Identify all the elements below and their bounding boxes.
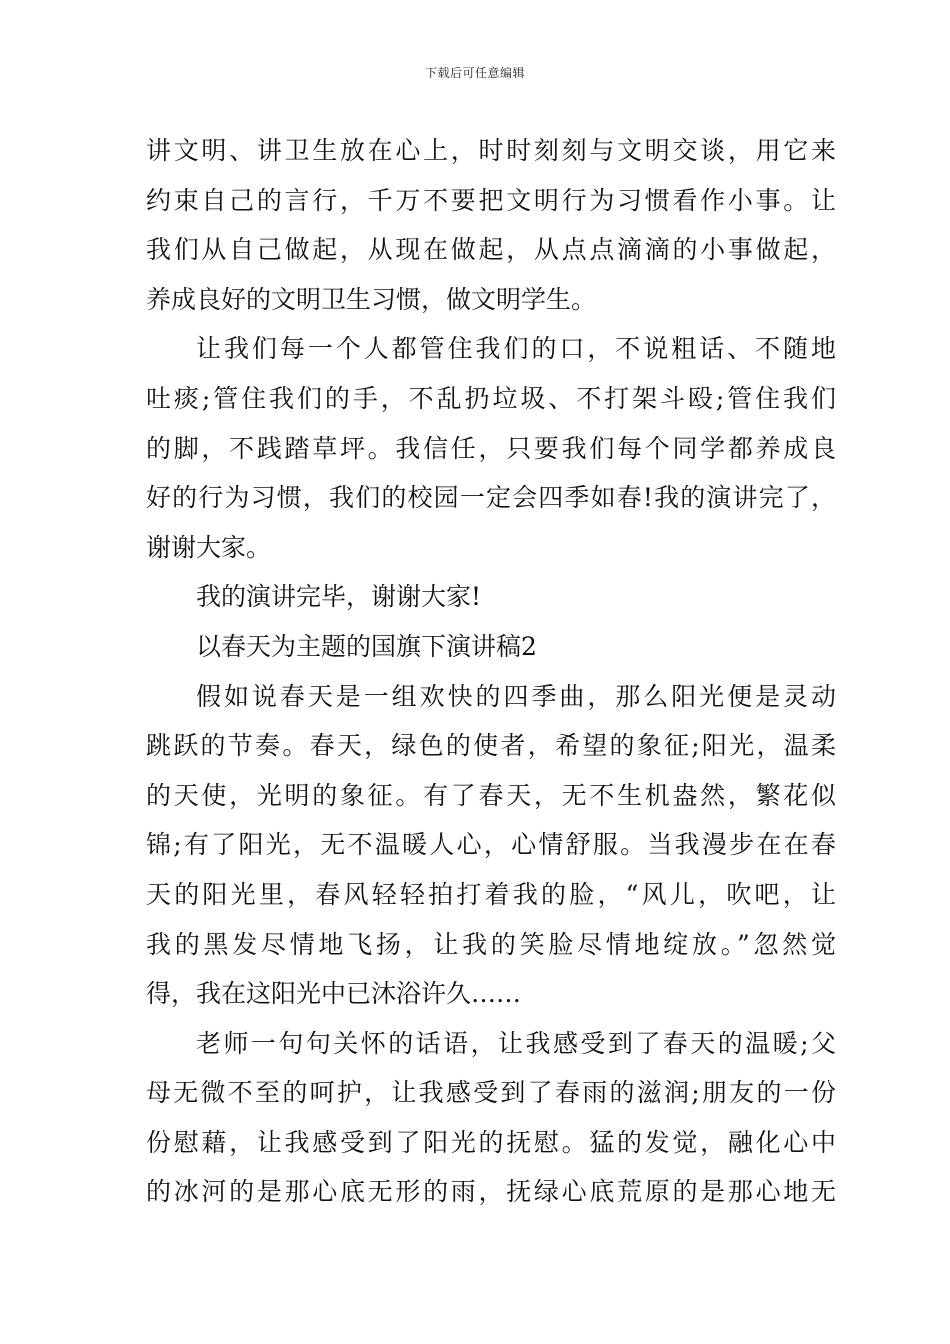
paragraph xyxy=(146,572,836,622)
text-line: 的脚，不践踏草坪。我信任，只要我们每个同学都养成良 xyxy=(146,433,836,463)
text-line: 以春天为主题的国旗下演讲稿2 xyxy=(196,631,537,661)
text-line: 吐痰;管住我们的手，不乱扔垃圾、不打架斗殴;管住我们 xyxy=(146,383,836,413)
text-line: 锦;有了阳光，无不温暖人心，心情舒服。当我漫步在在春 xyxy=(146,830,836,860)
text-line: 养成良好的文明卫生习惯，做文明学生。 xyxy=(146,284,597,314)
text-line: 得，我在这阳光中已沐浴许久…… xyxy=(146,979,522,1009)
text-line: 约束自己的言行，千万不要把文明行为习惯看作小事。让 xyxy=(146,185,836,215)
text-line: 的天使，光明的象征。有了春天，无不生机盎然，繁花似 xyxy=(146,780,836,810)
text-line: 跳跃的节奏。春天，绿色的使者，希望的象征;阳光，温柔 xyxy=(146,731,836,761)
text-line: 好的行为习惯，我们的校园一定会四季如春!我的演讲完了， xyxy=(146,483,836,513)
paragraph xyxy=(146,324,836,572)
text-line: 假如说春天是一组欢快的四季曲，那么阳光便是灵动 xyxy=(196,681,836,711)
section-title xyxy=(146,622,836,672)
paragraph xyxy=(146,126,836,324)
document-body xyxy=(146,126,836,1217)
paragraph xyxy=(146,672,836,1019)
text-line: 我的黑发尽情地飞扬，让我的笑脸尽情地绽放。”忽然觉 xyxy=(146,929,836,959)
text-line: 天的阳光里，春风轻轻拍打着我的脸，“风儿，吹吧，让 xyxy=(146,879,836,909)
text-line: 讲文明、讲卫生放在心上，时时刻刻与文明交谈，用它来 xyxy=(146,136,836,165)
text-line: 份慰藉，让我感受到了阳光的抚慰。猛的发觉，融化心中 xyxy=(146,1127,836,1157)
paragraph xyxy=(146,1019,836,1217)
text-line: 老师一句句关怀的话语，让我感受到了春天的温暖;父 xyxy=(196,1028,836,1058)
text-line: 我的演讲完毕，谢谢大家! xyxy=(196,582,482,612)
text-line: 我们从自己做起，从现在做起，从点点滴滴的小事做起， xyxy=(146,235,836,265)
text-line: 谢谢大家。 xyxy=(146,532,272,562)
text-line: 的冰河的是那心底无形的雨，抚绿心底荒原的是那心地无 xyxy=(146,1177,836,1207)
text-line: 母无微不至的呵护，让我感受到了春雨的滋润;朋友的一份 xyxy=(146,1078,836,1108)
page-header: 下载后可任意编辑 xyxy=(424,66,525,80)
text-line: 让我们每一个人都管住我们的口，不说粗话、不随地 xyxy=(196,334,836,364)
